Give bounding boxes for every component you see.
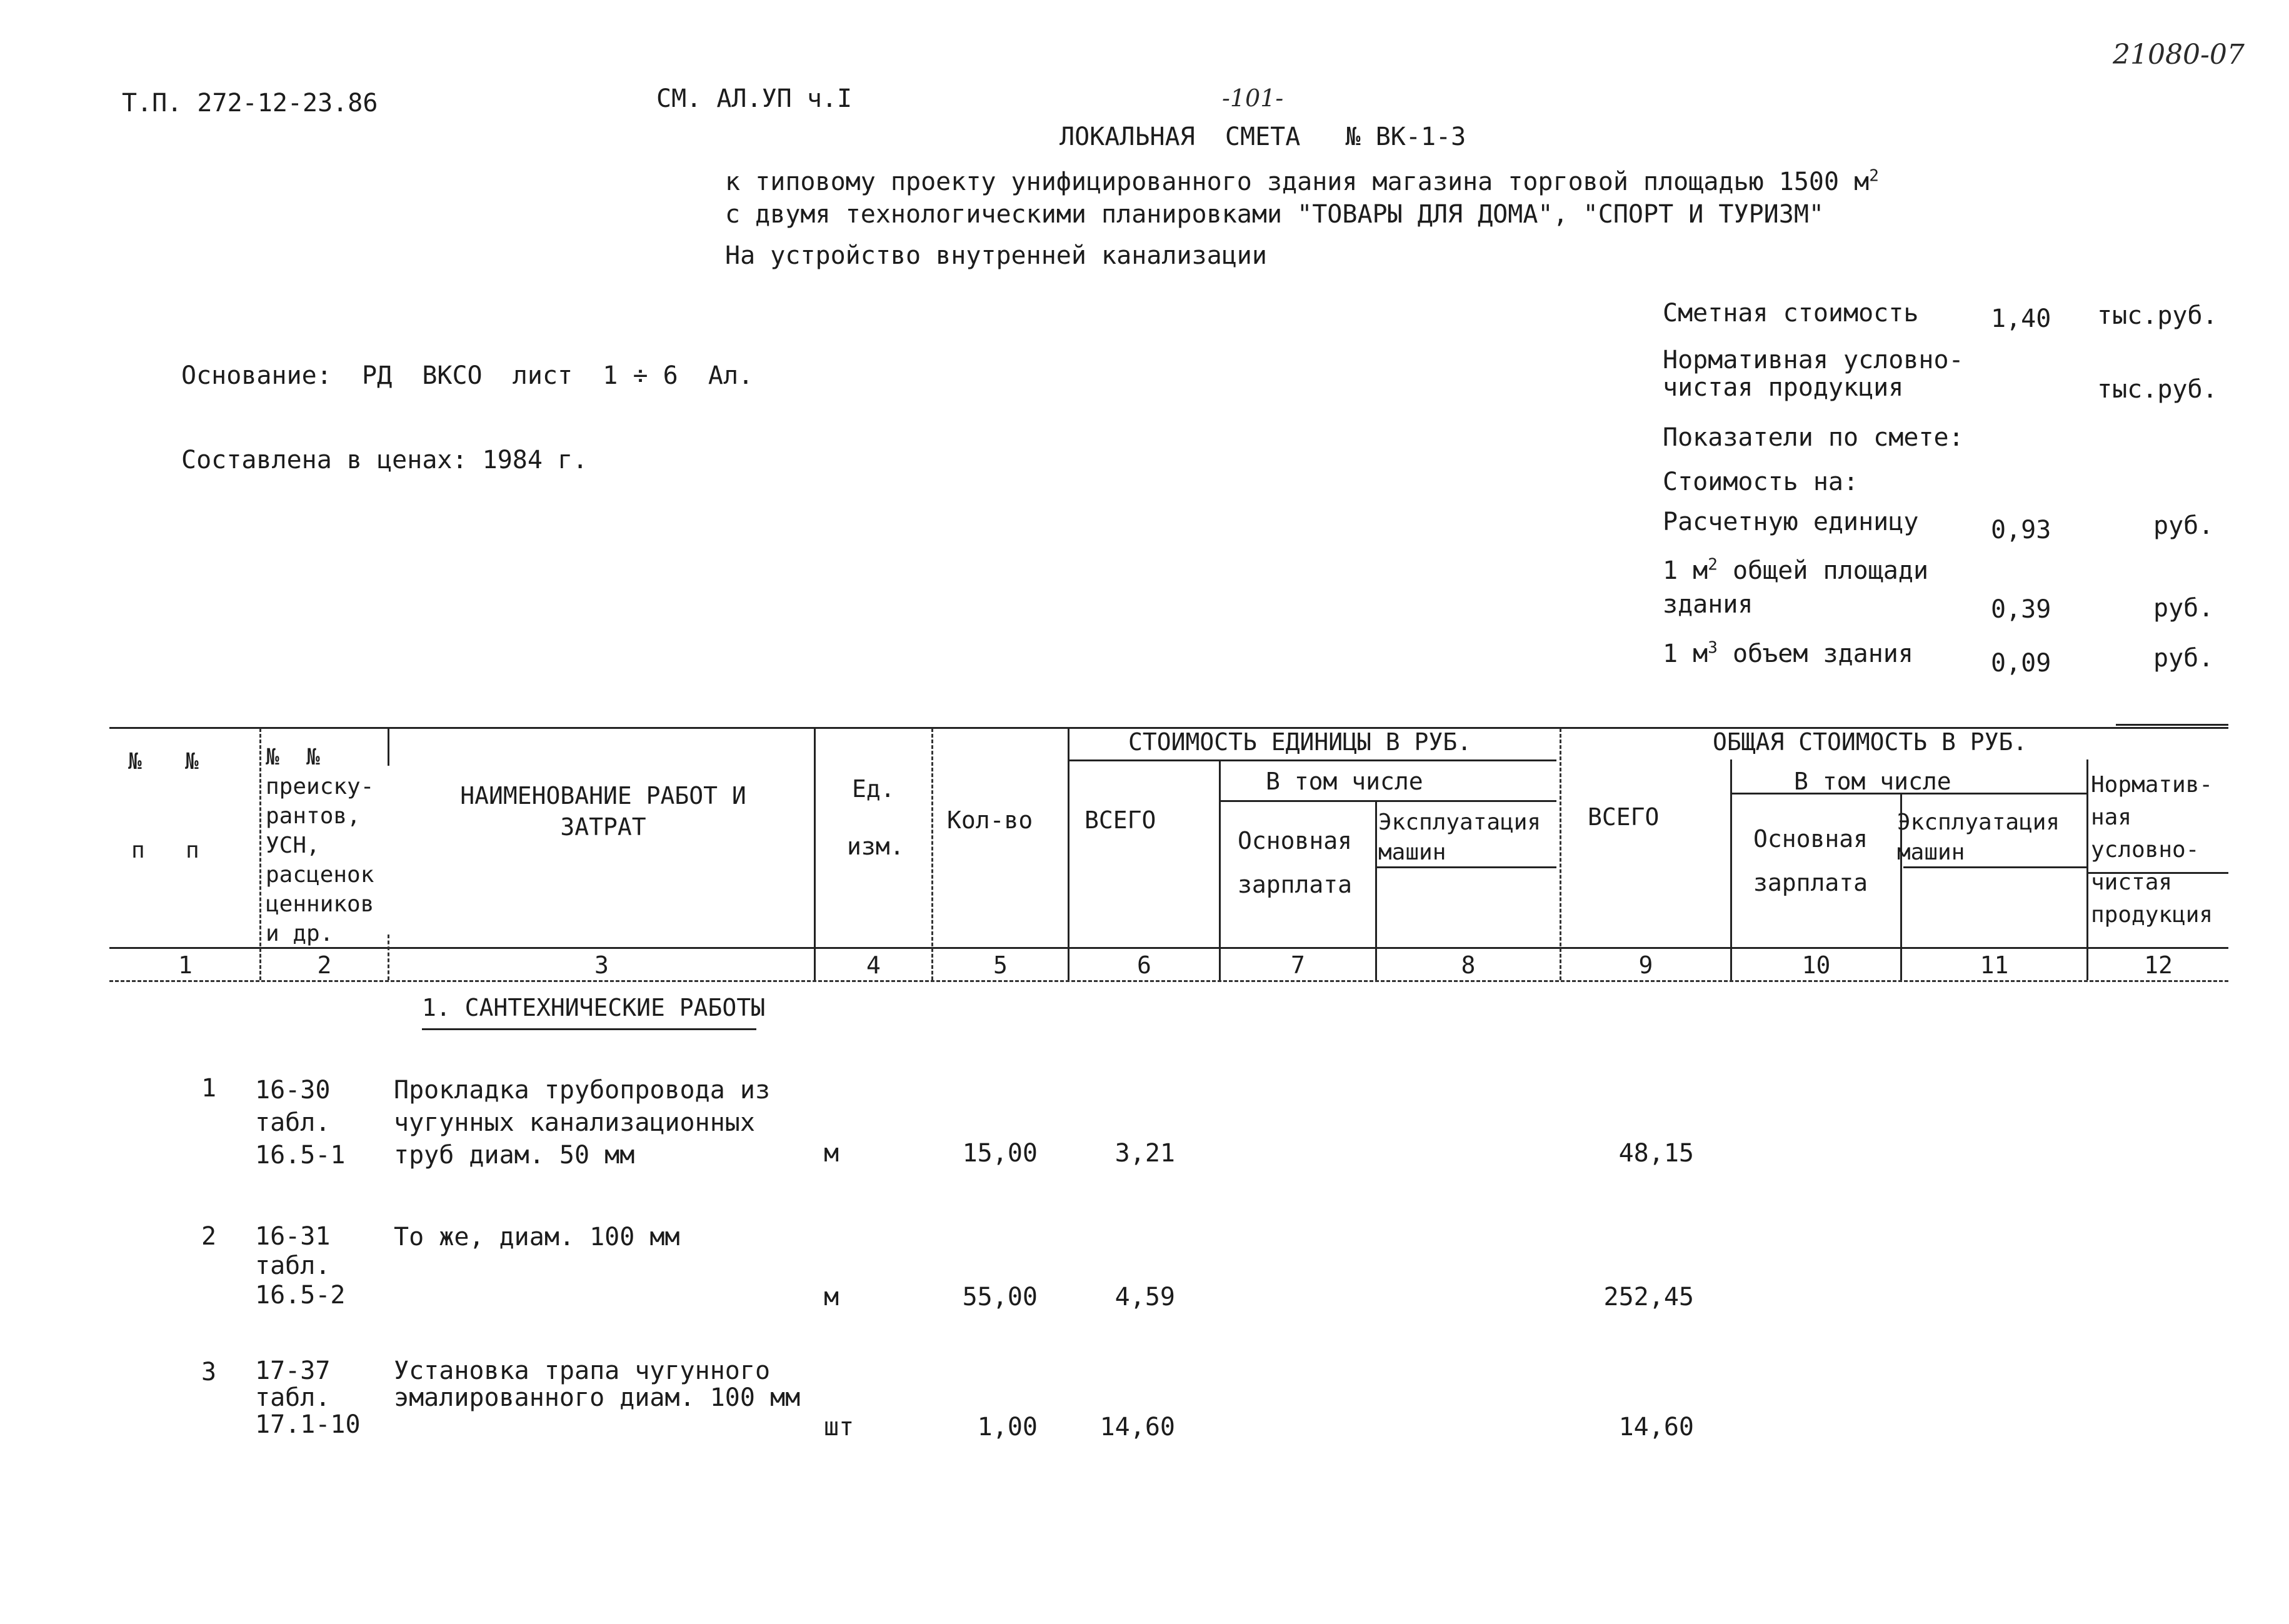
basis-line: Основание: РД ВКСО лист 1 ÷ 6 Ал.	[181, 361, 754, 390]
cost-on-label: Стоимость на:	[1663, 468, 1859, 496]
area-label-pre: 1 м	[1663, 556, 1708, 585]
indicators-label: Показатели по смете:	[1663, 423, 1964, 452]
subtitle-superscript: 2	[1869, 166, 1879, 186]
subtitle-line-1	[725, 168, 1879, 196]
col6-header: ВСЕГО	[1084, 806, 1156, 834]
row-2-quantity: 55,00	[962, 1283, 1038, 1311]
estimated-cost-label: Сметная стоимость	[1663, 299, 1919, 328]
col-number-12: 12	[2144, 951, 2173, 979]
col1b-header-bottom: п	[186, 838, 199, 863]
col-number-4: 4	[866, 951, 881, 979]
volume-label-pre: 1 м	[1663, 639, 1708, 668]
row-2-code: 16-31 табл. 16.5-2	[255, 1222, 346, 1310]
project-code: Т.П. 272-12-23.86	[122, 89, 378, 118]
col9-header: ВСЕГО	[1588, 803, 1660, 831]
col4-header-top: Ед.	[852, 775, 895, 803]
col1-header-bottom: п	[131, 838, 145, 863]
volume-label-post: объем здания	[1717, 639, 1913, 668]
section-title-underline	[422, 1028, 756, 1030]
col-number-9: 9	[1638, 951, 1653, 979]
col-divider-9	[1730, 759, 1732, 980]
row-3-name: Установка трапа чугунного эмалированного диам. 100 мм	[394, 1356, 801, 1412]
unit-cost-including-underline	[1219, 800, 1556, 802]
estimated-cost-value: 1,40	[1991, 304, 2051, 333]
table-top-right-stub	[2116, 724, 2228, 726]
column-numbers-border	[109, 980, 2228, 982]
unit-cost-group-header: СТОИМОСТЬ ЕДИНИЦЫ В РУБ.	[1128, 728, 1472, 756]
col2-header: № № преиску- рантов, УСН, расценок ценников и др.	[266, 744, 374, 946]
col-number-5: 5	[993, 951, 1008, 979]
col-number-1: 1	[178, 951, 193, 979]
row-3-unit-total: 14,60	[1099, 1413, 1175, 1441]
unit-cost-group-underline	[1069, 759, 1556, 761]
col-divider-2-top	[388, 728, 389, 766]
row-3-quantity: 1,00	[977, 1413, 1038, 1441]
album-reference: СМ. АЛ.УП ч.I	[656, 84, 853, 113]
col-number-11: 11	[1980, 951, 2009, 979]
section-title: 1. САНТЕХНИЧЕСКИЕ РАБОТЫ	[422, 994, 766, 1021]
total-cost-group-header: ОБЩАЯ СТОИМОСТЬ В РУБ.	[1713, 728, 2028, 756]
col11-header: Эксплуатация машин	[1897, 809, 2060, 865]
row-2-unit: м	[824, 1283, 839, 1311]
col8-header: Эксплуатация машин	[1378, 809, 1541, 865]
area-label-2: здания	[1663, 590, 1753, 619]
col-number-6: 6	[1137, 951, 1151, 979]
col-divider-11	[2086, 759, 2088, 980]
volume-value: 0,09	[1991, 649, 2051, 678]
total-including-header: В том числе	[1794, 768, 1951, 795]
row-3-unit: шт	[824, 1413, 854, 1441]
col4-header-bottom: изм.	[847, 833, 904, 860]
area-label-sup: 2	[1708, 555, 1718, 574]
header-bottom-border	[109, 947, 2228, 949]
normative-label-2: чистая продукция	[1663, 373, 1904, 402]
col-number-7: 7	[1291, 951, 1305, 979]
row-1-quantity: 15,00	[962, 1139, 1038, 1168]
row-1-number: 1	[201, 1074, 217, 1103]
col7-header: Основная зарплата	[1238, 827, 1353, 898]
col-divider-6	[1219, 759, 1221, 980]
col10-header: Основная зарплата	[1753, 825, 1868, 896]
area-label-post: общей площади	[1717, 556, 1929, 585]
col-number-3: 3	[594, 951, 609, 979]
page-number: -101-	[1222, 84, 1284, 112]
col3-header: НАИМЕНОВАНИЕ РАБОТ И ЗАТРАТ	[460, 782, 746, 841]
area-label	[1663, 556, 1928, 585]
col12-header: Норматив- ная условно- чистая продукция	[2091, 772, 2213, 928]
row-2-number: 2	[201, 1222, 217, 1251]
col-divider-4	[931, 728, 933, 980]
row-3-number: 3	[201, 1358, 217, 1386]
volume-unit: руб.	[2153, 644, 2214, 673]
col1-header-top: №	[128, 749, 142, 774]
volume-label	[1663, 639, 1913, 668]
prices-year-line: Составлена в ценах: 1984 г.	[181, 446, 588, 474]
volume-label-sup: 3	[1708, 638, 1718, 658]
subtitle-line-3: На устройство внутренней канализации	[725, 241, 1267, 270]
row-3-total: 14,60	[1618, 1413, 1694, 1441]
subtitle-line-1-text: к типовому проекту унифицированного здания магазина торговой площадью 1500 м	[725, 168, 1870, 196]
area-value: 0,39	[1991, 595, 2051, 624]
col-divider-8	[1560, 728, 1561, 980]
normative-unit: тыс.руб.	[2097, 375, 2218, 404]
estimated-cost-unit: тыс.руб.	[2097, 301, 2218, 330]
col5-header: Кол-во	[947, 806, 1033, 834]
area-unit: руб.	[2153, 594, 2214, 623]
row-1-code: 16-30 табл. 16.5-1	[255, 1076, 346, 1170]
row-3-code: 17-37 табл. 17.1-10	[255, 1356, 361, 1439]
col1b-header-top: №	[185, 749, 199, 774]
col-number-8: 8	[1461, 951, 1476, 979]
row-2-unit-total: 4,59	[1114, 1283, 1175, 1311]
row-2-total: 252,45	[1603, 1283, 1694, 1311]
row-1-total: 48,15	[1618, 1139, 1694, 1168]
estimate-title: ЛОКАЛЬНАЯ СМЕТА № ВК-1-3	[1059, 123, 1466, 151]
document-number: 21080-07	[2113, 39, 2245, 71]
row-1-name: Прокладка трубопровода из чугунных канализационных труб диам. 50 мм	[394, 1076, 771, 1170]
row-1-unit-total: 3,21	[1114, 1139, 1175, 1168]
col-divider-5	[1068, 728, 1069, 980]
normative-label-1: Нормативная условно-	[1663, 346, 1964, 374]
row-1-unit: м	[824, 1139, 839, 1168]
col-number-10: 10	[1801, 951, 1831, 979]
col-divider-1	[259, 728, 261, 980]
unit-including-header: В том числе	[1266, 768, 1423, 795]
subtitle-line-2: с двумя технологическими планировками "ТОВАРЫ ДЛЯ ДОМА", "СПОРТ И ТУРИЗМ"	[725, 200, 1824, 229]
row-2-name: То же, диам. 100 мм	[394, 1223, 680, 1251]
col-number-2: 2	[317, 951, 332, 979]
col-divider-3	[814, 728, 816, 980]
calc-unit-value: 0,93	[1991, 516, 2051, 544]
calc-unit-unit: руб.	[2153, 511, 2214, 540]
calc-unit-label: Расчетную единицу	[1663, 508, 1919, 536]
